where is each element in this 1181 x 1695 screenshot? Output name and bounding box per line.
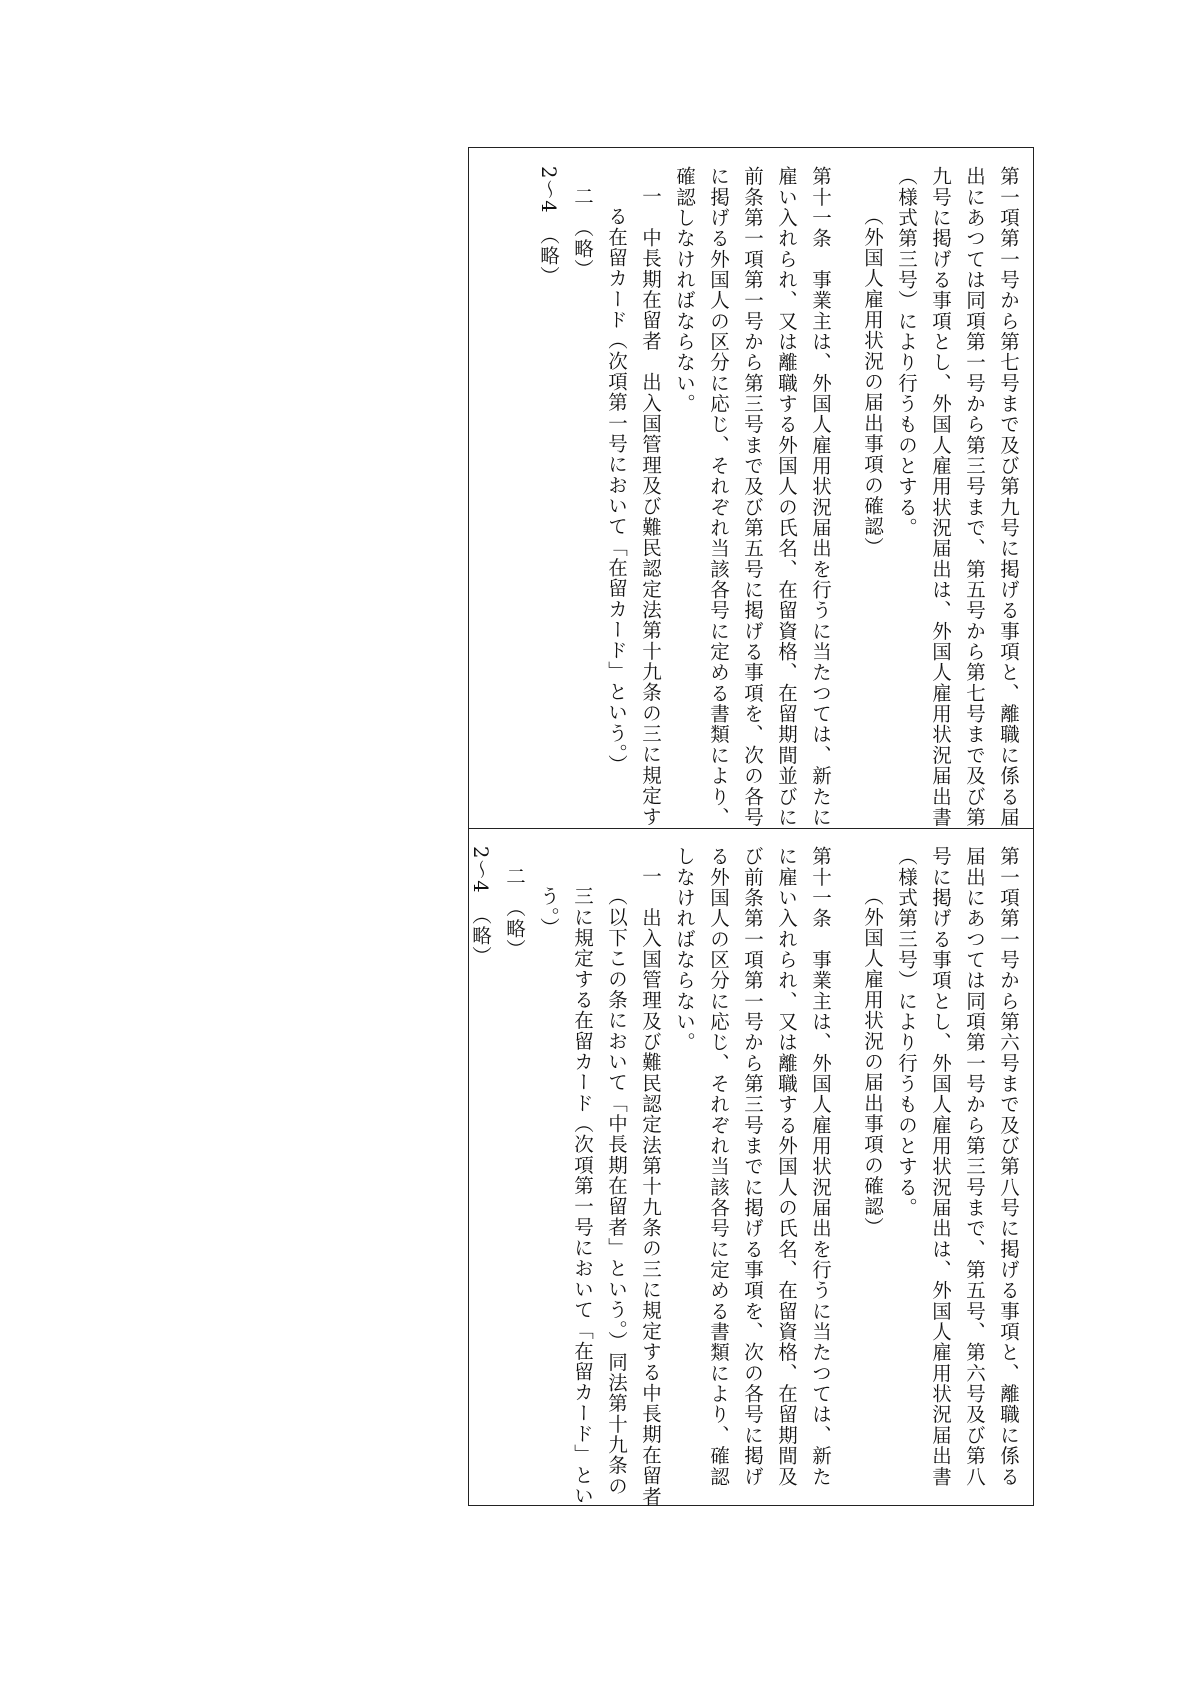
revised-item-2: 二 （略）	[571, 186, 594, 280]
revised-continuation: 第一項第一号から第七号まで及び第九号に掲げる事項と、離職に係る届出にあつては同項第一号から第三号まで、第五号から第七号まで及び第九号に掲げる事項とし、外国人雇用状況届出は、外国人雇用状況届出書（様式第三号）により行うものとする。	[895, 166, 1020, 828]
revised-paragraph-2-4: 2〜4 （略）	[537, 166, 560, 287]
revised-column	[469, 148, 1033, 828]
revised-item-1: 一 中長期在留者 出入国管理及び難民認定法第十九条の三に規定する在留カード（次項第一号において「在留カード」という。）	[605, 186, 662, 827]
current-continuation: 第一項第一号から第六号まで及び第八号に掲げる事項と、離職に係る届出にあつては同項第一号から第三号まで、第五号、第六号及び第八号に掲げる事項とし、外国人雇用状況届出は、外国人雇用状況届出書（様式第三号）により行うものとする。	[895, 846, 1020, 1487]
revised-caption: （外国人雇用状況の届出事項の確認）	[861, 206, 884, 558]
current-paragraph-2-4: 2〜4 （略）	[469, 846, 492, 967]
current-article: 第十一条 事業主は、外国人雇用状況届出を行うに当たつては、新たに雇い入れられ、又は離職する外国人の氏名、在留資格、在留期間及び前条第一項第一号から第三号までに掲げる事項を、次の各号に掲げる外国人の区分に応じ、それぞれ当該各号に定める書類により、確認しなければならない。	[673, 846, 832, 1487]
comparison-table	[468, 147, 1034, 1506]
revised-article: 第十一条 事業主は、外国人雇用状況届出を行うに当たつては、新たに雇い入れられ、又は離職する外国人の氏名、在留資格、在留期間並びに前条第一項第一号から第三号まで及び第五号に掲げる事項を、次の各号に掲げる外国人の区分に応じ、それぞれ当該各号に定める書類により、確認しなければならない。	[673, 166, 832, 828]
current-column	[469, 828, 1033, 1507]
current-item-2: 二 （略）	[503, 866, 526, 960]
current-item-1: 一 出入国管理及び難民認定法第十九条の三に規定する中長期在留者（以下この条において「中長期在留者」という。）同法第十九条の三に規定する在留カード（次項第一号において「在留カード」という。）	[537, 866, 662, 1507]
current-caption: （外国人雇用状況の届出事項の確認）	[861, 886, 884, 1238]
